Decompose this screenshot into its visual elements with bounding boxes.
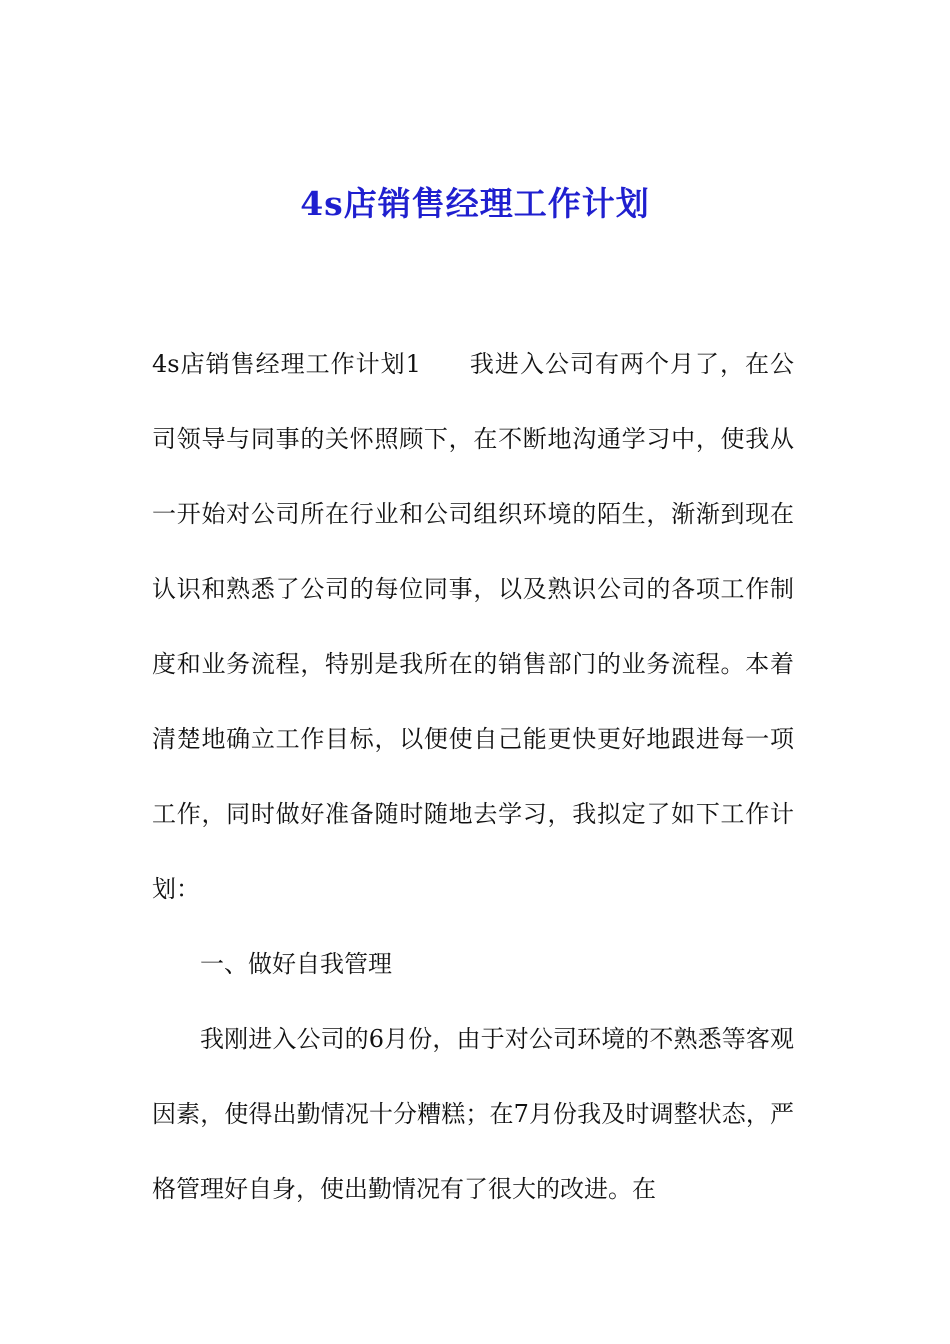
document-body <box>152 327 794 1227</box>
plan-subtitle: 4s店销售经理工作计划1 <box>152 350 421 378</box>
section-heading-self-management: 一、做好自我管理 <box>200 950 392 978</box>
document-title: 4s店销售经理工作计划 <box>300 184 650 223</box>
paragraph-1 <box>152 327 794 927</box>
paragraph-2: 我刚进入公司的6月份，由于对公司环境的不熟悉等客观因素，使得出勤情况十分糟糕；在7月份我及时调整状态，严格管理好自身，使出勤情况有了很大的改进。在 <box>152 1025 794 1203</box>
paragraph-1-text: 我进入公司有两个月了，在公司领导与同事的关怀照顾下，在不断地沟通学习中，使我从一开始对公司所在行业和公司组织环境的陌生，渐渐到现在认识和熟悉了公司的每位同事，以及熟识公司的各项工作制度和业务流程，特别是我所在的销售部门的业务流程。本着清楚地确立工作目标，以便使自己能更快更好地跟进每一项工作，同时做好准备随时随地去学习，我拟定了如下工作计划： <box>152 350 795 903</box>
